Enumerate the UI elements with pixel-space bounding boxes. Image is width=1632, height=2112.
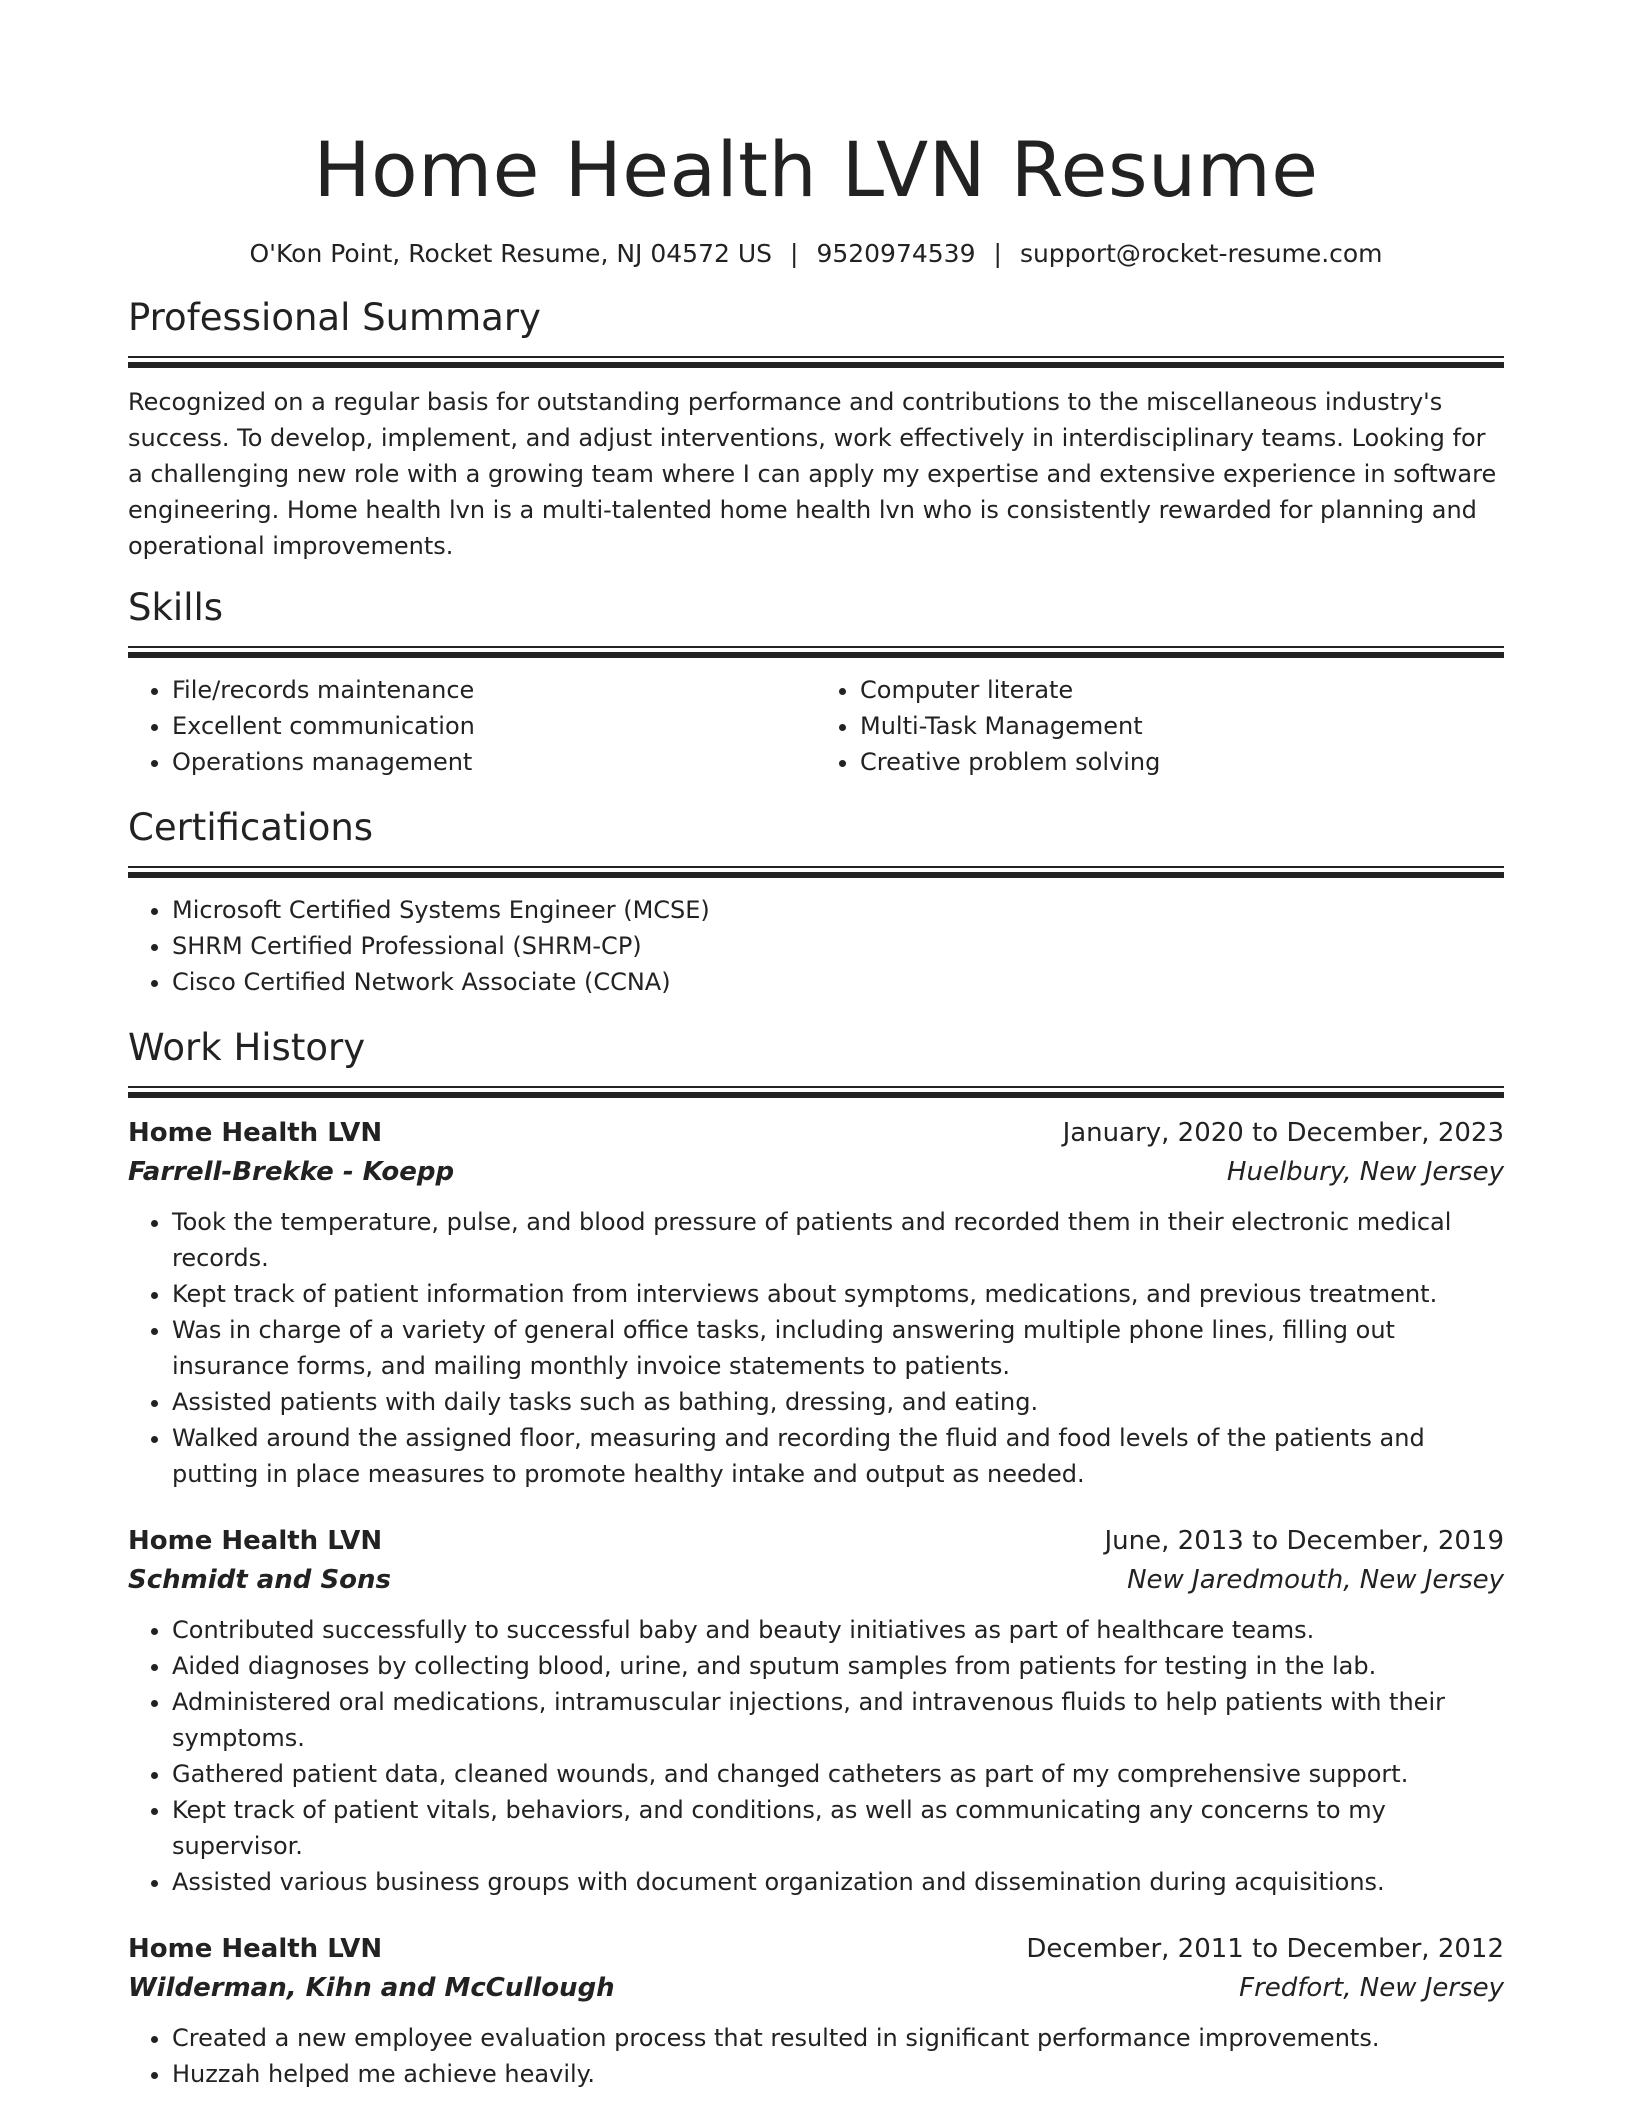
job-header (128, 1522, 1504, 1560)
job-entry (128, 1522, 1504, 1900)
job-header (128, 1930, 1504, 1968)
job-title: Home Health LVN (128, 1934, 383, 1964)
certification-item: • Microsoft Certified Systems Engineer (MCSE) (172, 892, 1504, 928)
contact-address: O'Kon Point, Rocket Resume, NJ 04572 US (249, 239, 772, 268)
job-title: Home Health LVN (128, 1118, 383, 1148)
job-subheader (128, 1560, 1504, 1600)
job-subheader (128, 1968, 1504, 2008)
skill-item: • Computer literate (860, 672, 1504, 708)
skill-item: • Creative problem solving (860, 744, 1504, 780)
job-location: Huelbury, New Jersey (1226, 1157, 1504, 1187)
job-title: Home Health LVN (128, 1526, 383, 1556)
job-entry (128, 1114, 1504, 1492)
summary-section (128, 294, 1504, 564)
section-divider (128, 866, 1504, 878)
job-location: Fredfort, New Jersey (1239, 1973, 1504, 2003)
job-bullet: • Created a new employee evaluation process that resulted in significant performance improvements. (172, 2020, 1504, 2056)
skill-item: • Excellent communication (172, 708, 816, 744)
job-location: New Jaredmouth, New Jersey (1127, 1565, 1504, 1595)
certification-item: • SHRM Certified Professional (SHRM-CP) (172, 928, 1504, 964)
section-divider (128, 1086, 1504, 1098)
skills-list-right (816, 672, 1504, 780)
contact-email: support@rocket-resume.com (1019, 239, 1383, 268)
contact-separator: | (993, 239, 1002, 268)
certifications-heading: Certifications (128, 806, 374, 849)
skills-columns (128, 672, 1504, 780)
job-company: Wilderman, Kihn and McCullough (128, 1973, 615, 2003)
resume-title: Home Health LVN Resume (313, 125, 1319, 214)
job-bullet: • Assisted patients with daily tasks such as bathing, dressing, and eating. (172, 1384, 1504, 1420)
job-bullet: • Aided diagnoses by collecting blood, urine, and sputum samples from patients for testing in the lab. (172, 1648, 1504, 1684)
job-bullet: • Took the temperature, pulse, and blood pressure of patients and recorded them in their electronic medical records. (172, 1204, 1504, 1276)
skill-item: • Operations management (172, 744, 816, 780)
skills-list-left (128, 672, 816, 780)
job-dates: January, 2020 to December, 2023 (1062, 1118, 1504, 1148)
job-dates: June, 2013 to December, 2019 (1104, 1526, 1504, 1556)
job-header (128, 1114, 1504, 1152)
job-company: Farrell-Brekke - Koepp (128, 1157, 455, 1187)
job-bullet: • Walked around the assigned floor, measuring and recording the fluid and food levels of the patients and putting in place measures to promote healthy intake and output as needed. (172, 1420, 1504, 1492)
section-divider (128, 646, 1504, 658)
job-bullet: • Assisted various business groups with document organization and dissemination during acquisitions. (172, 1864, 1504, 1900)
job-bullet: • Administered oral medications, intramuscular injections, and intravenous fluids to help patients with their symptoms. (172, 1684, 1504, 1756)
resume-page (128, 0, 1504, 2092)
work-history-section (128, 1024, 1504, 2092)
job-bullet: • Was in charge of a variety of general office tasks, including answering multiple phone lines, filling out insurance forms, and mailing monthly invoice statements to patients. (172, 1312, 1504, 1384)
job-bullet: • Kept track of patient vitals, behaviors, and conditions, as well as communicating any concerns to my supervisor. (172, 1792, 1504, 1864)
summary-heading: Professional Summary (128, 296, 541, 339)
skills-section (128, 584, 1504, 780)
job-bullets (128, 1204, 1504, 1492)
contact-separator: | (790, 239, 799, 268)
certifications-list (128, 892, 1504, 1000)
contact-phone: 9520974539 (816, 239, 976, 268)
job-subheader (128, 1152, 1504, 1192)
skill-item: • File/records maintenance (172, 672, 816, 708)
job-company: Schmidt and Sons (128, 1565, 392, 1595)
job-bullet: • Huzzah helped me achieve heavily. (172, 2056, 1504, 2092)
certifications-section (128, 804, 1504, 1000)
work-history-heading: Work History (128, 1026, 366, 1069)
job-dates: December, 2011 to December, 2012 (1026, 1934, 1504, 1964)
job-bullets (128, 1612, 1504, 1900)
job-entry (128, 1930, 1504, 2092)
job-bullet: • Contributed successfully to successful baby and beauty initiatives as part of healthcare teams. (172, 1612, 1504, 1648)
section-divider (128, 356, 1504, 368)
summary-text: Recognized on a regular basis for outstanding performance and contributions to the miscellaneous industry's success. To develop, implement, and adjust interventions, work effectively in interdisciplinary teams. Looking for a challenging new role with a growing team where I can apply my expertise and extensive experience in software engineering. Home health lvn is a multi-talented home health lvn who is consistently rewarded for planning and operational improvements. (128, 388, 1497, 560)
job-bullet: • Gathered patient data, cleaned wounds, and changed catheters as part of my comprehensive support. (172, 1756, 1504, 1792)
skill-item: • Multi-Task Management (860, 708, 1504, 744)
job-bullets (128, 2020, 1504, 2092)
contact-line (128, 236, 1504, 272)
job-bullet: • Kept track of patient information from interviews about symptoms, medications, and previous treatment. (172, 1276, 1504, 1312)
certification-item: • Cisco Certified Network Associate (CCNA) (172, 964, 1504, 1000)
skills-heading: Skills (128, 586, 224, 629)
